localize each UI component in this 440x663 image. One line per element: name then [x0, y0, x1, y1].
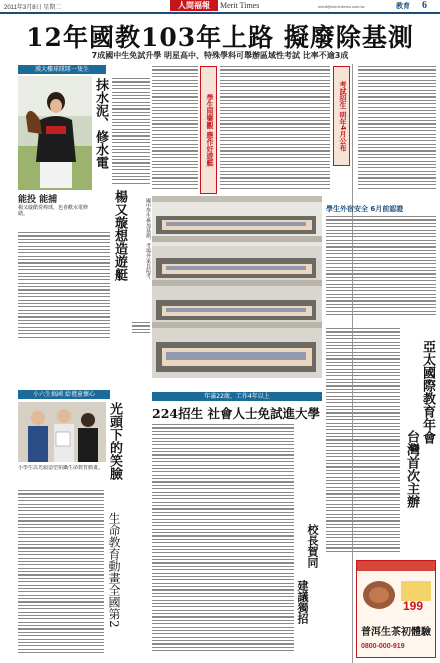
main-headline: 12年國教103年上路 擬廢除基測	[26, 23, 414, 52]
right-box-body	[326, 216, 436, 320]
children-photo	[18, 402, 106, 462]
right-box-title: 學生外宿安全 6月前認證	[326, 205, 404, 213]
left-story-body-top	[112, 78, 150, 188]
contact-email: merit@merit-times.com.tw	[318, 4, 365, 9]
side-title-b: 建議獨招	[296, 580, 309, 624]
right-big-title-a: 亞太國際教育年會	[420, 340, 435, 444]
left-story-title-b: 楊又璇想造遊艇	[112, 190, 127, 281]
main-subheadline: 7成國中生免試升學 明星高中、特殊學科可舉辦區域性考試 比率不逾3成	[91, 51, 349, 60]
softball-player-photo	[18, 76, 92, 190]
bottom-left-title-b: 生命教育動畫全國第2	[107, 512, 121, 628]
section-name: 教育	[396, 2, 410, 10]
left-story-title-a: 抹水泥、修水電	[93, 78, 108, 169]
bottom-left-title-a: 光頭下的笑臉	[107, 402, 122, 480]
middle-story-body-a	[152, 66, 198, 194]
page-number: 6	[422, 0, 427, 11]
right-story-body-b	[326, 328, 400, 558]
middle-redbox-b: 考試招生 明年4月公布	[333, 66, 350, 166]
issue-date: 2011年3月8日 星期二	[4, 5, 62, 11]
right-big-title-b: 台灣首次主辦	[404, 430, 419, 508]
left-story-body	[18, 232, 110, 342]
ad-price: 199	[403, 599, 424, 613]
left-photo-signature	[18, 192, 90, 226]
middle-story-body-b	[220, 66, 330, 194]
middle-redbox-a: 學生照樂觀 應作好遊艇	[200, 66, 217, 194]
children-photo-caption: 小學生以光頭造型拍攝生命教育動畫。	[18, 465, 104, 471]
exam-building-photo	[152, 196, 322, 378]
tea-advertisement	[356, 560, 436, 658]
bottom-left-bar: 小六生搞國 給禮童懷心	[18, 390, 110, 399]
bottom-left-body	[18, 490, 104, 660]
newspaper-logo: 人間福報	[170, 0, 218, 11]
masthead	[0, 0, 440, 14]
newspaper-english-name: Merit Times	[220, 1, 260, 10]
sign-name: 能投 能捕	[18, 195, 58, 205]
bottom-middle-body	[152, 424, 294, 662]
right-story-body-a	[358, 66, 436, 194]
ad-phone: 0800-000-919	[361, 643, 405, 650]
bottom-middle-bar: 年滿22歲、工作4年以上	[152, 392, 322, 401]
exam-photo-caption: 國中學生參加基測，考場外家長陪考。	[145, 198, 151, 283]
left-photo-caption: 楊又璇酷愛棒球，也喜歡水電修繕。	[18, 205, 89, 217]
left-story-bar: 漢大樓球隊隊一隻生	[18, 65, 106, 74]
college-admission-title: 224招生 社會人士免試進大學	[152, 406, 320, 421]
ad-brand: 普洱生茶初體驗	[361, 627, 431, 638]
side-title-a: 校長賀同	[306, 524, 319, 568]
